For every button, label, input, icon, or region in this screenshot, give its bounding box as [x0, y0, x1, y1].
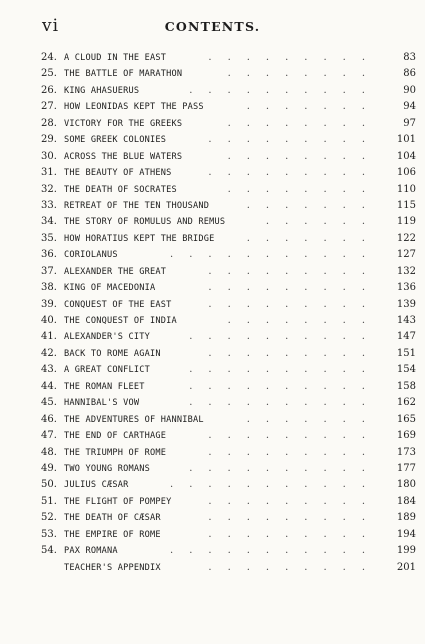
page-ref: 86 [403, 68, 416, 80]
toc-entry [0, 346, 425, 362]
chapter-title: ACROSS THE BLUE WATERS [64, 151, 183, 162]
chapter-title: RETREAT OF THE TEN THOUSAND [64, 200, 210, 211]
page-ref: 143 [396, 315, 416, 326]
dot-leader: ......... [208, 298, 381, 310]
chapter-title: CORIOLANUS [64, 250, 118, 261]
chapter-number: 28. [41, 117, 57, 129]
chapter-number: 40. [41, 315, 57, 326]
dot-leader: ........ [227, 315, 381, 326]
toc-entry [0, 395, 425, 411]
page-ref: 132 [396, 265, 416, 277]
chapter-number: 52. [41, 512, 57, 524]
toc-entry [0, 149, 425, 165]
chapter-number: 25. [41, 68, 57, 80]
chapter-number: 35. [41, 232, 57, 244]
table-of-contents [0, 50, 425, 576]
page-ref: 165 [396, 413, 416, 425]
dot-leader: .......... [189, 364, 381, 376]
toc-entry [0, 297, 425, 313]
page-ref: 151 [396, 347, 416, 359]
page-ref: 158 [396, 380, 416, 392]
chapter-title: THE TRIUMPH OF ROME [64, 447, 167, 458]
page-ref: 180 [396, 479, 416, 491]
toc-entry [0, 428, 425, 444]
chapter-number: 24. [41, 52, 57, 63]
chapter-number: 45. [41, 397, 57, 409]
chapter-title: HANNIBAL'S VOW [64, 398, 140, 409]
toc-entry [0, 477, 425, 493]
toc-entry [0, 543, 425, 559]
chapter-title: VICTORY FOR THE GREEKS [64, 118, 183, 129]
chapter-number: 33. [41, 199, 57, 211]
chapter-number: 34. [41, 216, 57, 228]
page-ref: 154 [396, 364, 416, 376]
toc-entry [0, 50, 425, 66]
page-ref: 139 [396, 298, 416, 310]
chapter-number: 29. [41, 134, 57, 146]
dot-leader: ......... [208, 495, 381, 507]
dot-leader: ....... [246, 413, 381, 425]
toc-entry [0, 165, 425, 181]
page-ref: 110 [396, 183, 416, 195]
toc-entry [0, 313, 425, 329]
chapter-number: 41. [41, 331, 57, 343]
page-ref: 169 [396, 430, 416, 442]
dot-leader: ........... [170, 479, 381, 491]
chapter-number: 51. [41, 495, 57, 507]
dot-leader: ...... [265, 216, 381, 228]
page-ref: 122 [396, 232, 416, 244]
chapter-number: 53. [41, 528, 57, 540]
toc-entry [0, 182, 425, 198]
toc-entry [0, 329, 425, 345]
dot-leader: ......... [208, 561, 381, 573]
toc-entry [0, 412, 425, 428]
page-ref: 90 [403, 84, 416, 96]
page-ref: 97 [403, 117, 416, 129]
chapter-title: THE STORY OF ROMULUS AND REMUS [64, 217, 226, 228]
dot-leader: .......... [189, 331, 381, 343]
toc-entry [0, 247, 425, 263]
page-ref: 106 [396, 167, 416, 179]
toc-entry [0, 66, 425, 82]
running-title: CONTENTS. [164, 19, 261, 34]
dot-leader: ......... [208, 446, 381, 458]
toc-entry [0, 83, 425, 99]
toc-entry [0, 132, 425, 148]
page-ref: 177 [396, 462, 416, 474]
chapter-title: PAX ROMANA [64, 546, 118, 557]
chapter-title: THE FLIGHT OF POMPEY [64, 496, 172, 507]
toc-entry [0, 560, 425, 576]
page-ref: 94 [403, 101, 416, 113]
dot-leader: ....... [246, 199, 381, 211]
dot-leader: ......... [208, 265, 381, 277]
chapter-title: SOME GREEK COLONIES [64, 135, 167, 146]
chapter-title: THE CONQUEST OF INDIA [64, 316, 177, 326]
chapter-number: 54. [41, 545, 57, 557]
chapter-number: 44. [41, 380, 57, 392]
dot-leader: ....... [246, 232, 381, 244]
dot-leader: .......... [189, 380, 381, 392]
chapter-number: 26. [41, 84, 57, 96]
chapter-title: ALEXANDER'S CITY [64, 332, 150, 343]
toc-entry [0, 527, 425, 543]
page-ref: 162 [396, 397, 416, 409]
dot-leader: ......... [208, 282, 381, 294]
toc-entry [0, 510, 425, 526]
page-ref: 184 [396, 495, 416, 507]
chapter-title: THE ADVENTURES OF HANNIBAL [64, 414, 204, 425]
chapter-title: THE DEATH OF CÆSAR [64, 513, 161, 524]
dot-leader: ........ [227, 183, 381, 195]
toc-entry [0, 116, 425, 132]
chapter-number: 47. [41, 430, 57, 442]
chapter-number: 46. [41, 413, 57, 425]
chapter-title: A GREAT CONFLICT [64, 365, 150, 376]
dot-leader: ........ [227, 150, 381, 162]
dot-leader: .......... [189, 462, 381, 474]
chapter-title: A CLOUD IN THE EAST [64, 53, 167, 63]
chapter-number: 50. [41, 479, 57, 491]
toc-entry [0, 99, 425, 115]
chapter-title: JULIUS CÆSAR [64, 480, 129, 491]
dot-leader: ......... [208, 52, 381, 63]
dot-leader: ......... [208, 512, 381, 524]
chapter-title: BACK TO ROME AGAIN [64, 348, 161, 359]
page-ref: 201 [396, 561, 416, 573]
dot-leader: ......... [208, 134, 381, 146]
page-ref: 173 [396, 446, 416, 458]
dot-leader: ......... [208, 167, 381, 179]
chapter-number: 27. [41, 101, 57, 113]
chapter-number: 30. [41, 150, 57, 162]
chapter-title: THE DEATH OF SOCRATES [64, 184, 177, 195]
dot-leader: ......... [208, 430, 381, 442]
chapter-title: HOW HORATIUS KEPT THE BRIDGE [64, 233, 215, 244]
dot-leader: ........ [227, 68, 381, 80]
chapter-title: THE EMPIRE OF ROME [64, 529, 161, 540]
chapter-title: THE BATTLE OF MARATHON [64, 69, 183, 80]
chapter-title: TWO YOUNG ROMANS [64, 463, 150, 474]
page-ref: 136 [396, 282, 416, 294]
toc-entry [0, 362, 425, 378]
chapter-number: 39. [41, 298, 57, 310]
page-ref: 147 [396, 331, 416, 343]
chapter-number: 37. [41, 265, 57, 277]
toc-entry [0, 280, 425, 296]
chapter-number: 42. [41, 347, 57, 359]
dot-leader: .......... [189, 84, 381, 96]
page-ref: 115 [396, 199, 416, 211]
chapter-number: 49. [41, 462, 57, 474]
chapter-title: ALEXANDER THE GREAT [64, 266, 167, 277]
toc-entry [0, 198, 425, 214]
toc-entry [0, 231, 425, 247]
chapter-number: 43. [41, 364, 57, 376]
toc-entry [0, 379, 425, 395]
dot-leader: ........... [170, 249, 381, 261]
toc-entry [0, 214, 425, 230]
page-number: vi [42, 16, 60, 36]
chapter-title: KING AHASUERUS [64, 85, 140, 96]
dot-leader: ........ [227, 117, 381, 129]
chapter-number: 38. [41, 282, 57, 294]
dot-leader: ....... [246, 101, 381, 113]
page-ref: 101 [396, 134, 416, 146]
page-header [0, 16, 425, 36]
chapter-title: TEACHER'S APPENDIX [64, 562, 161, 573]
toc-entry [0, 494, 425, 510]
chapter-number: 36. [41, 249, 57, 261]
page-ref: 83 [403, 52, 416, 63]
page-ref: 119 [396, 216, 416, 228]
page-ref: 104 [396, 150, 416, 162]
chapter-number: 48. [41, 446, 57, 458]
chapter-title: CONQUEST OF THE EAST [64, 299, 172, 310]
toc-entry [0, 264, 425, 280]
chapter-number: 31. [41, 167, 57, 179]
page-ref: 127 [396, 249, 416, 261]
toc-entry [0, 445, 425, 461]
dot-leader: .......... [189, 397, 381, 409]
dot-leader: ......... [208, 347, 381, 359]
page-ref: 189 [396, 512, 416, 524]
chapter-title: THE BEAUTY OF ATHENS [64, 168, 172, 179]
dot-leader: ......... [208, 528, 381, 540]
chapter-title: HOW LEONIDAS KEPT THE PASS [64, 102, 204, 113]
toc-entry [0, 461, 425, 477]
chapter-title: KING OF MACEDONIA [64, 283, 156, 294]
chapter-number: 32. [41, 183, 57, 195]
page-ref: 194 [396, 528, 416, 540]
dot-leader: ........... [170, 545, 381, 557]
chapter-title: THE END OF CARTHAGE [64, 431, 167, 442]
chapter-title: THE ROMAN FLEET [64, 381, 145, 392]
page-ref: 199 [396, 545, 416, 557]
